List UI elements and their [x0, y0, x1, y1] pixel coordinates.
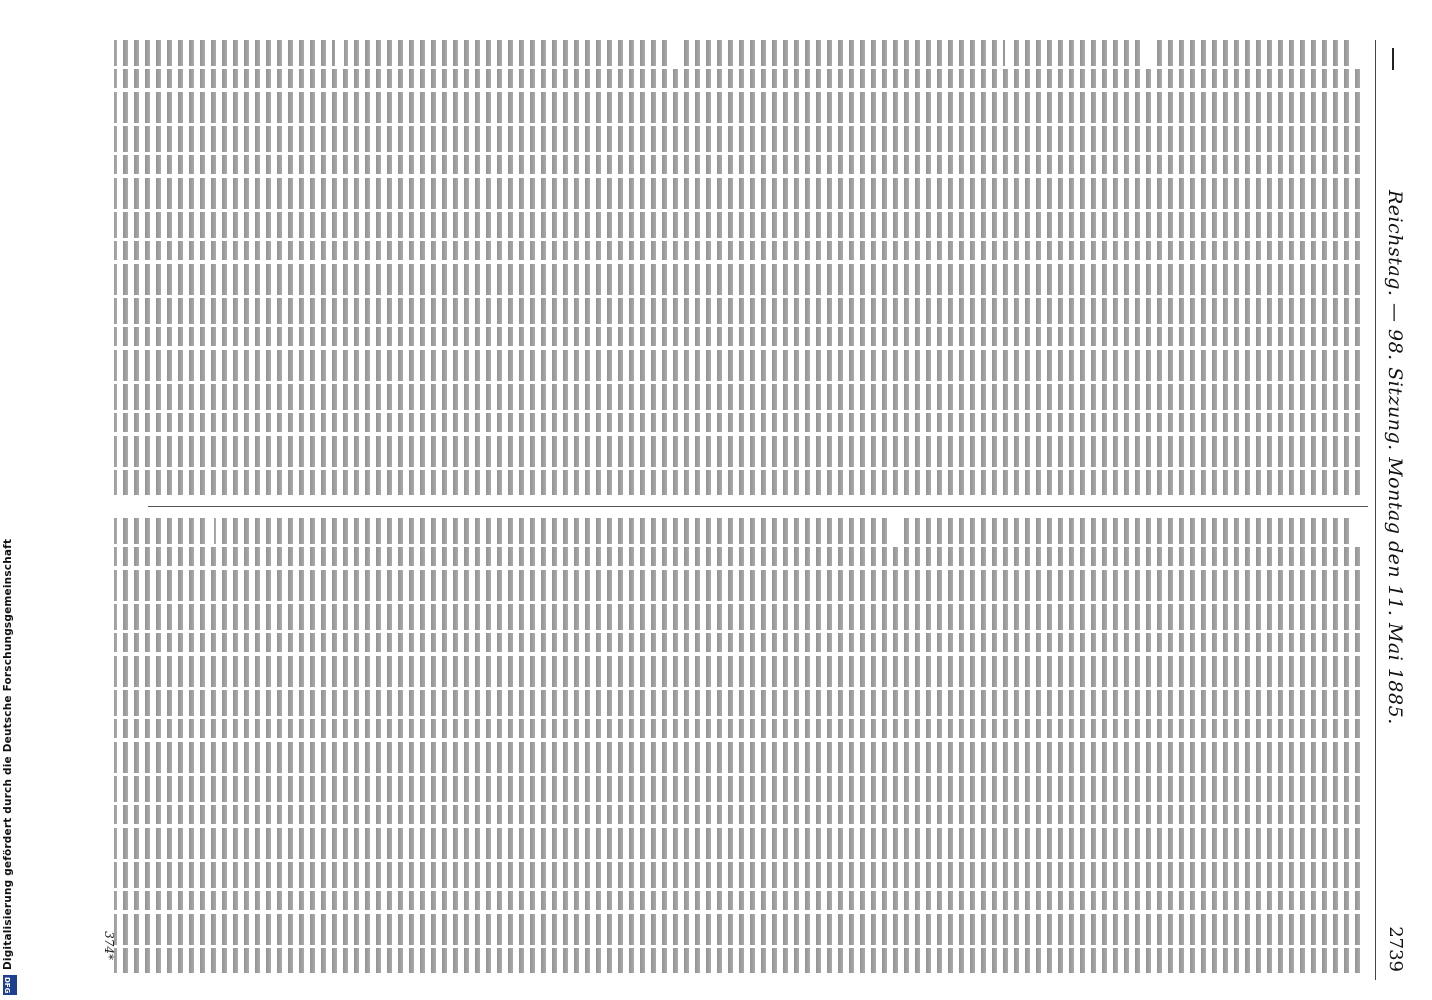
- text-column-right: [114, 518, 1364, 973]
- body-text-left: [114, 40, 1364, 495]
- paragraph-indent: [205, 518, 214, 546]
- paragraph-indent: [1355, 40, 1364, 68]
- header-rule: [1392, 48, 1394, 70]
- page-header: [1372, 40, 1412, 980]
- running-head: Reichstag. — 98. Sitzung. Montag den 11. Mai 1885.: [1384, 190, 1406, 725]
- column-divider: [148, 506, 1368, 507]
- paragraph-indent: [335, 40, 344, 68]
- dfg-logo: DFG: [3, 975, 17, 995]
- paragraph-indent: [1145, 40, 1154, 68]
- paragraph-indent: [1355, 518, 1364, 546]
- paragraph-indent: [1005, 40, 1014, 68]
- paragraph-indent: [893, 518, 902, 546]
- scanned-page: [92, 40, 1412, 980]
- header-underline: [1375, 40, 1376, 980]
- sheet-signature: 374*: [102, 931, 116, 960]
- text-column-left: [114, 40, 1364, 495]
- digitisation-notice-text: Digitalisierung gefördert durch die Deutsche Forschungsgemeinschaft: [2, 538, 14, 970]
- body-text-right: [114, 518, 1364, 973]
- page-number: 2739: [1385, 926, 1406, 972]
- paragraph-indent: [673, 40, 682, 68]
- digitisation-notice: [0, 0, 20, 1000]
